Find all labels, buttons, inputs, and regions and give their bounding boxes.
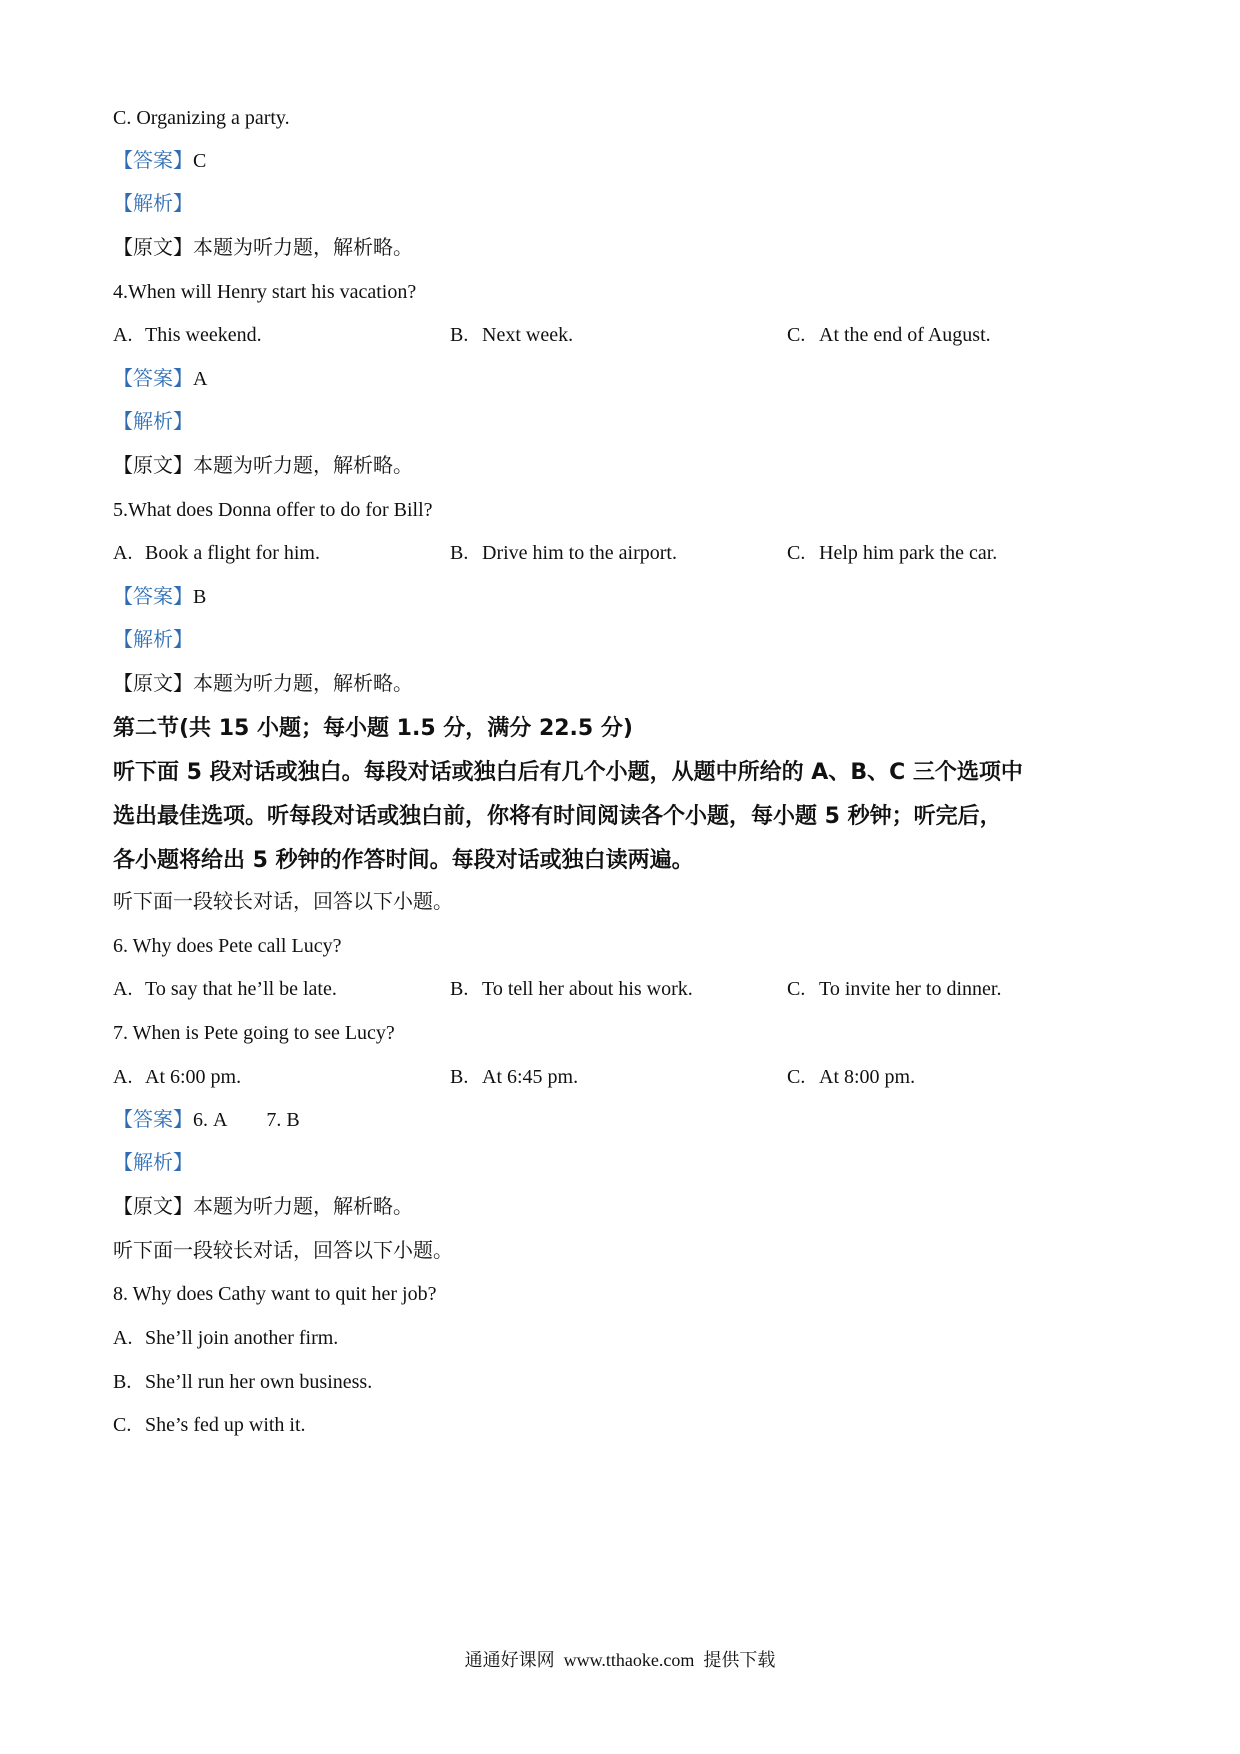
q4-option-c: C. At the end of August.: [787, 324, 991, 346]
q6-option-c: C. To invite her to dinner.: [787, 978, 1002, 1000]
answer-value: B: [193, 586, 207, 608]
q4-answer: [113, 369, 207, 389]
answer-tag: 【答案】: [113, 368, 193, 390]
q6-question: 6. Why does Pete call Lucy?: [113, 935, 342, 957]
section-2-instruction-1: 听下面 5 段对话或独白。每段对话或独白后有几个小题，从题中所给的 A、B、C 三个选项中: [113, 760, 1023, 785]
dialogue-intro-1: 听下面一段较长对话，回答以下小题。: [113, 891, 453, 913]
q4-original-text: 【原文】本题为听力题，解析略。: [113, 455, 413, 477]
dialogue-intro-2: 听下面一段较长对话，回答以下小题。: [113, 1240, 453, 1262]
answer-value: 6. A 7. B: [193, 1109, 300, 1131]
q8-option-c: C. She’s fed up with it.: [113, 1414, 306, 1436]
q4-question: 4.When will Henry start his vacation?: [113, 281, 417, 303]
q4-analysis-tag: 【解析】: [113, 411, 193, 433]
q5-question: 5.What does Donna offer to do for Bill?: [113, 499, 433, 521]
q5-answer: [113, 587, 206, 607]
q7-option-a: A. At 6:00 pm.: [113, 1066, 242, 1088]
q3-original-text: 【原文】本题为听力题，解析略。: [113, 237, 413, 259]
q8-question: 8. Why does Cathy want to quit her job?: [113, 1283, 437, 1305]
q6-7-original-text: 【原文】本题为听力题，解析略。: [113, 1196, 413, 1218]
section-2-title: 第二节(共 15 小题；每小题 1.5 分，满分 22.5 分): [113, 716, 633, 741]
q6-option-b: B. To tell her about his work.: [450, 978, 693, 1000]
q4-option-a: A. This weekend.: [113, 324, 262, 346]
q5-option-a: A. Book a flight for him.: [113, 542, 320, 564]
section-2-instruction-3: 各小题将给出 5 秒钟的作答时间。每段对话或独白读两遍。: [113, 848, 694, 873]
q7-option-c: C. At 8:00 pm.: [787, 1066, 916, 1088]
page-footer: 通通好课网 www.tthaoke.com 提供下载: [464, 1650, 776, 1670]
q6-option-a: A. To say that he’ll be late.: [113, 978, 337, 1000]
q5-analysis-tag: 【解析】: [113, 629, 193, 651]
q5-option-c: C. Help him park the car.: [787, 542, 998, 564]
q4-option-b: B. Next week.: [450, 324, 574, 346]
answer-tag: 【答案】: [113, 586, 193, 608]
q7-option-b: B. At 6:45 pm.: [450, 1066, 579, 1088]
answer-value: A: [193, 368, 208, 390]
answer-tag: 【答案】: [113, 1109, 193, 1131]
q8-option-b: B. She’ll run her own business.: [113, 1371, 373, 1393]
q5-original-text: 【原文】本题为听力题，解析略。: [113, 673, 413, 695]
answer-tag: 【答案】: [113, 150, 193, 172]
q3-answer: [113, 151, 206, 171]
q8-option-a: A. She’ll join another firm.: [113, 1327, 339, 1349]
q6-7-analysis-tag: 【解析】: [113, 1152, 193, 1174]
q5-option-b: B. Drive him to the airport.: [450, 542, 677, 564]
q3-option-c: C. Organizing a party.: [113, 107, 290, 129]
section-2-instruction-2: 选出最佳选项。听每段对话或独白前，你将有时间阅读各个小题，每小题 5 秒钟；听完后，: [113, 804, 1002, 829]
q3-analysis-tag: 【解析】: [113, 193, 193, 215]
answer-value: C: [193, 150, 207, 172]
q6-7-answer: [113, 1110, 300, 1130]
q7-question: 7. When is Pete going to see Lucy?: [113, 1022, 395, 1044]
